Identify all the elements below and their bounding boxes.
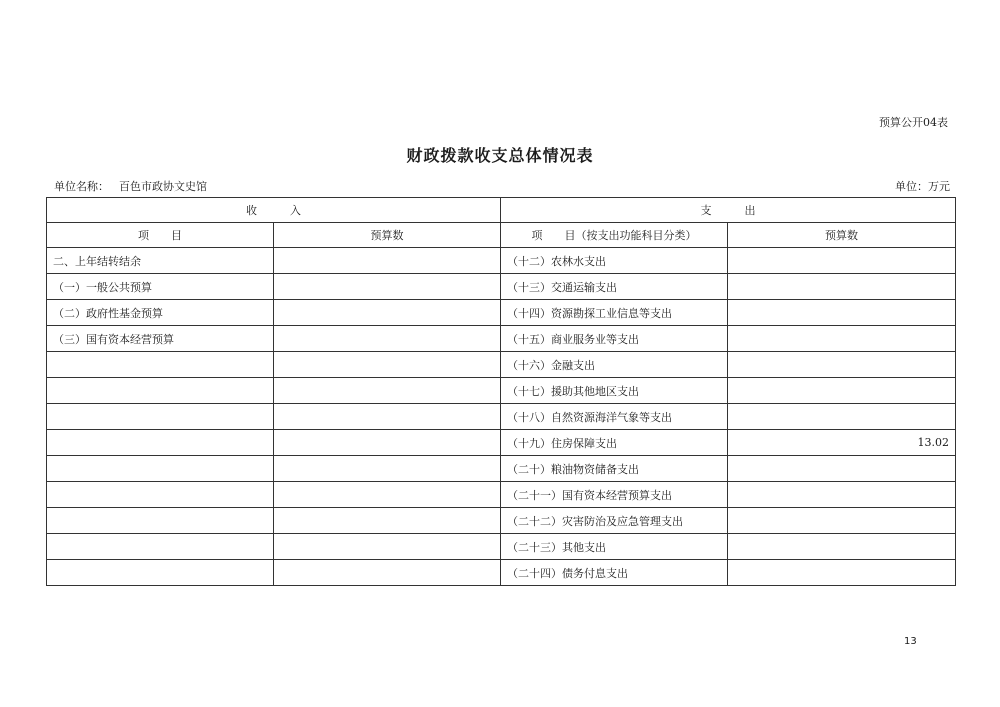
unit-name-line bbox=[54, 178, 207, 194]
expense-amount-cell bbox=[728, 482, 956, 508]
header-row-columns bbox=[47, 223, 956, 248]
expense-item-cell: （二十三）其他支出 bbox=[501, 534, 728, 560]
income-amount-cell bbox=[274, 508, 501, 534]
expense-item-cell: （二十二）灾害防治及应急管理支出 bbox=[501, 508, 728, 534]
expense-amount-cell bbox=[728, 326, 956, 352]
expense-item-cell: （十六）金融支出 bbox=[501, 352, 728, 378]
income-item-cell bbox=[47, 508, 274, 534]
income-amount-cell bbox=[274, 326, 501, 352]
budget-table bbox=[46, 197, 956, 586]
expense-amount-cell bbox=[728, 508, 956, 534]
income-item-cell bbox=[47, 482, 274, 508]
expense-amount-cell bbox=[728, 404, 956, 430]
unit-label: 单位：万元 bbox=[895, 180, 950, 193]
income-amount-cell bbox=[274, 456, 501, 482]
table-row bbox=[47, 456, 956, 482]
income-amount-cell bbox=[274, 274, 501, 300]
income-amount-cell bbox=[274, 404, 501, 430]
page-number: 13 bbox=[904, 636, 917, 647]
unit-name-label: 单位名称： bbox=[54, 180, 109, 193]
income-amount-cell bbox=[274, 534, 501, 560]
expense-item-cell: （十二）农林水支出 bbox=[501, 248, 728, 274]
income-item-cell bbox=[47, 534, 274, 560]
expense-item-cell: （二十）粮油物资储备支出 bbox=[501, 456, 728, 482]
table-row bbox=[47, 430, 956, 456]
table-row bbox=[47, 300, 956, 326]
page-title: 财政拨款收支总体情况表 bbox=[406, 146, 594, 165]
expense-amount-cell bbox=[728, 352, 956, 378]
income-item-header: 项 目 bbox=[47, 223, 274, 248]
table-row bbox=[47, 560, 956, 586]
income-item-cell: （一）一般公共预算 bbox=[47, 274, 274, 300]
income-item-cell bbox=[47, 560, 274, 586]
income-amount-cell bbox=[274, 378, 501, 404]
income-amount-cell bbox=[274, 482, 501, 508]
expense-header: 支 出 bbox=[501, 198, 956, 223]
expense-item-cell: （十四）资源勘探工业信息等支出 bbox=[501, 300, 728, 326]
income-header: 收 入 bbox=[47, 198, 501, 223]
expense-item-cell: （十七）援助其他地区支出 bbox=[501, 378, 728, 404]
table-row bbox=[47, 326, 956, 352]
table-row bbox=[47, 534, 956, 560]
income-item-cell bbox=[47, 378, 274, 404]
expense-item-cell: （十五）商业服务业等支出 bbox=[501, 326, 728, 352]
income-item-cell bbox=[47, 456, 274, 482]
income-amount-cell bbox=[274, 248, 501, 274]
expense-item-cell: （十三）交通运输支出 bbox=[501, 274, 728, 300]
table-row bbox=[47, 352, 956, 378]
income-item-cell: 二、上年结转结余 bbox=[47, 248, 274, 274]
expense-amount-cell bbox=[728, 274, 956, 300]
expense-item-header: 项 目（按支出功能科目分类） bbox=[501, 223, 728, 248]
income-item-cell: （二）政府性基金预算 bbox=[47, 300, 274, 326]
expense-item-cell: （十九）住房保障支出 bbox=[501, 430, 728, 456]
expense-amount-cell bbox=[728, 456, 956, 482]
header-row-group bbox=[47, 198, 956, 223]
expense-amount-cell bbox=[728, 300, 956, 326]
income-item-cell bbox=[47, 404, 274, 430]
table-row bbox=[47, 248, 956, 274]
income-amount-cell bbox=[274, 352, 501, 378]
income-amount-cell bbox=[274, 560, 501, 586]
income-amount-cell bbox=[274, 430, 501, 456]
table-row bbox=[47, 404, 956, 430]
expense-item-cell: （二十四）债务付息支出 bbox=[501, 560, 728, 586]
income-item-cell bbox=[47, 430, 274, 456]
form-code: 预算公开04表 bbox=[879, 116, 948, 129]
table-row bbox=[47, 274, 956, 300]
expense-item-cell: （二十一）国有资本经营预算支出 bbox=[501, 482, 728, 508]
expense-amount-cell bbox=[728, 534, 956, 560]
expense-budget-header: 预算数 bbox=[728, 223, 956, 248]
expense-amount-cell bbox=[728, 378, 956, 404]
expense-amount-cell bbox=[728, 248, 956, 274]
income-item-cell bbox=[47, 352, 274, 378]
table-row bbox=[47, 508, 956, 534]
expense-amount-cell: 13.02 bbox=[728, 430, 956, 456]
expense-amount-cell bbox=[728, 560, 956, 586]
income-budget-header: 预算数 bbox=[274, 223, 501, 248]
expense-item-cell: （十八）自然资源海洋气象等支出 bbox=[501, 404, 728, 430]
unit-name-value: 百色市政协文史馆 bbox=[119, 180, 207, 193]
income-item-cell: （三）国有资本经营预算 bbox=[47, 326, 274, 352]
table-row bbox=[47, 378, 956, 404]
table-row bbox=[47, 482, 956, 508]
income-amount-cell bbox=[274, 300, 501, 326]
